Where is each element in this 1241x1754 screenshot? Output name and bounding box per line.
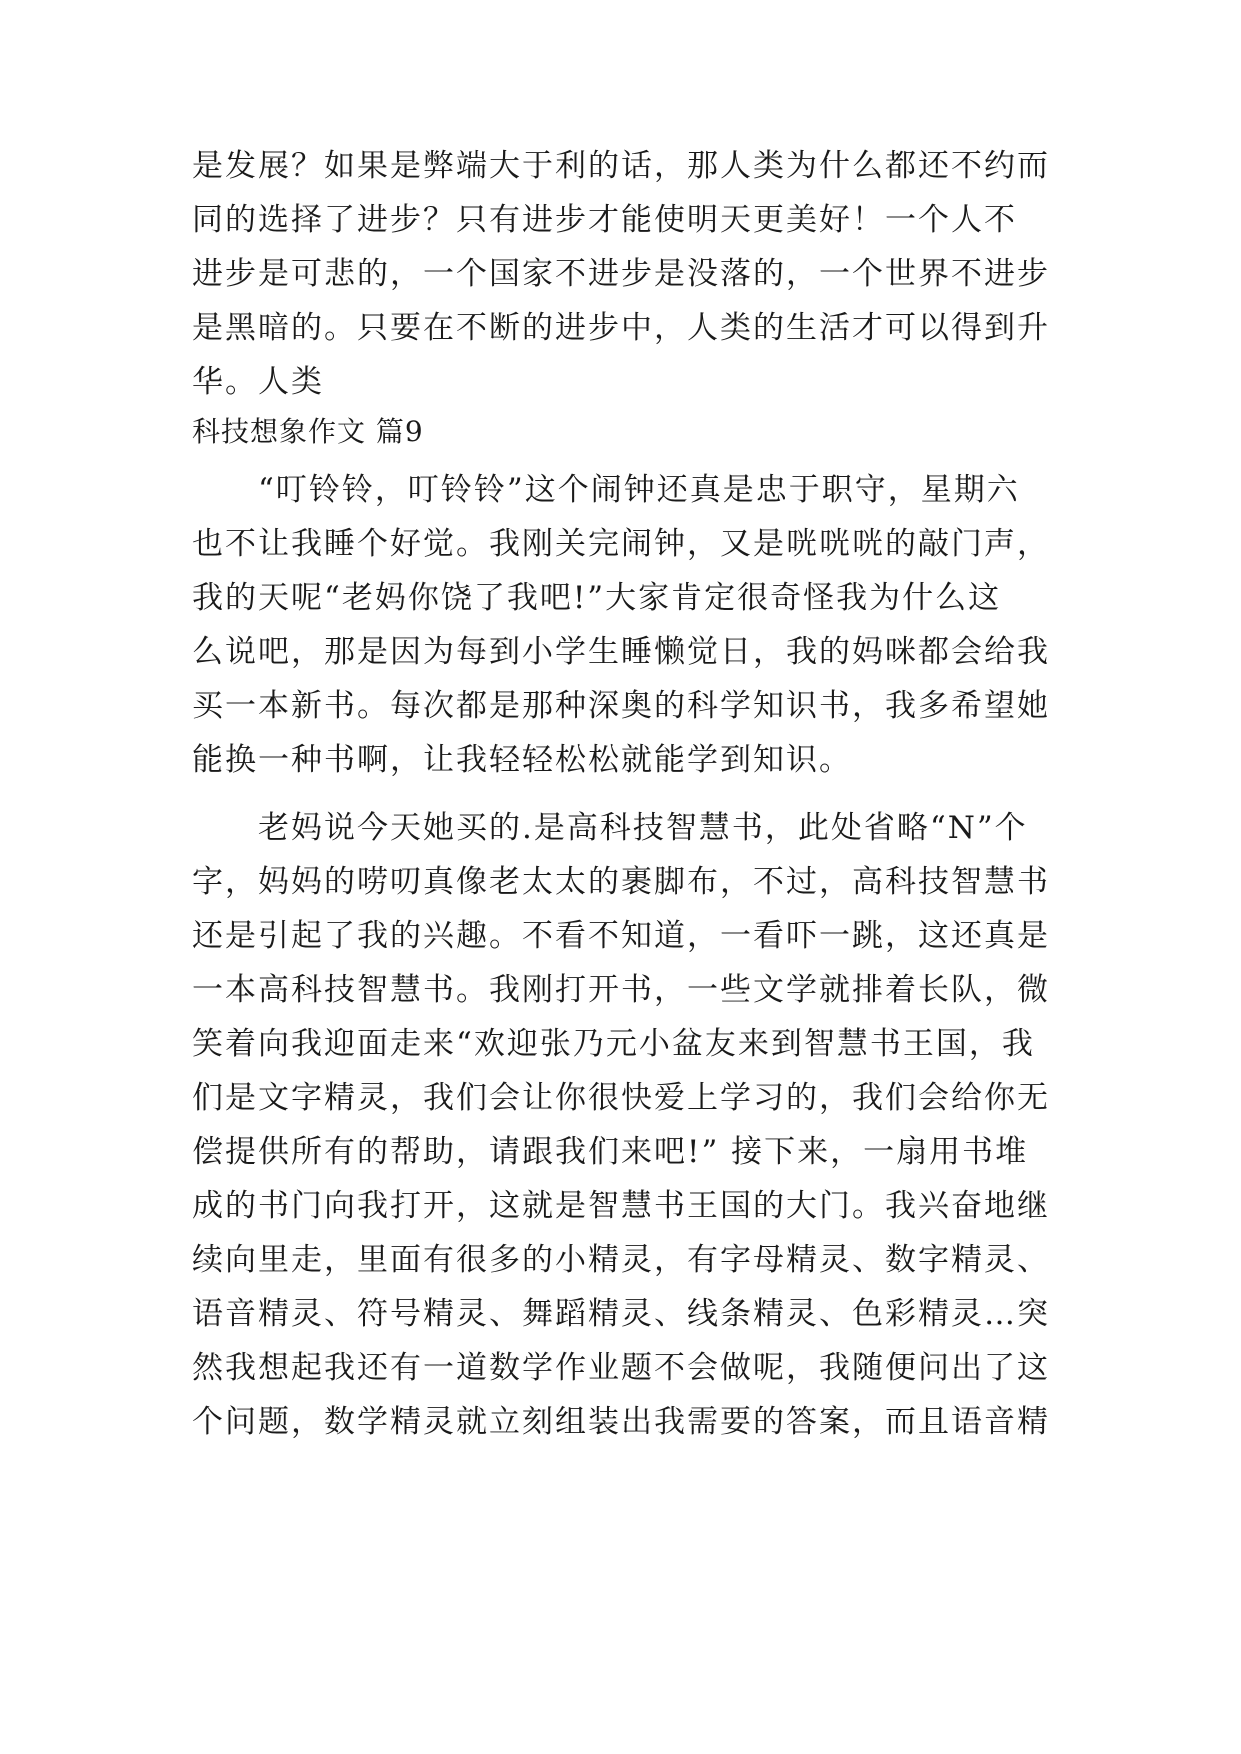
text-line: 还是引起了我的兴趣。不看不知道，一看吓一跳，这还真是 [192, 918, 1050, 954]
text-line: 买一本新书。每次都是那种深奥的科学知识书，我多希望她 [192, 688, 1050, 724]
text-line: 是发展？如果是弊端大于利的话，那人类为什么都还不约而 [192, 148, 1050, 184]
text-line: 么说吧，那是因为每到小学生睡懒觉日，我的妈咪都会给我 [192, 634, 1050, 670]
text-line: 成的书门向我打开，这就是智慧书王国的大门。我兴奋地继 [192, 1188, 1050, 1224]
text-line: 个问题，数学精灵就立刻组装出我需要的答案，而且语音精 [192, 1404, 1050, 1440]
text-line: 能换一种书啊，让我轻轻松松就能学到知识。 [192, 742, 852, 778]
text-line: 也不让我睡个好觉。我刚关完闹钟，又是咣咣咣的敲门声， [192, 526, 1050, 562]
text-line: 我的天呢“老妈你饶了我吧!”大家肯定很奇怪我为什么这 [192, 580, 1002, 616]
text-line: 老妈说今天她买的.是高科技智慧书，此处省略“N”个 [192, 810, 1028, 846]
text-line: 语音精灵、符号精灵、舞蹈精灵、线条精灵、色彩精灵…突 [192, 1296, 1050, 1332]
text-line: 华。人类 [192, 364, 324, 400]
text-line: 同的选择了进步？只有进步才能使明天更美好！一个人不 [192, 202, 1017, 238]
text-line: 字，妈妈的唠叨真像老太太的裹脚布，不过，高科技智慧书 [192, 864, 1050, 900]
text-line: “叮铃铃，叮铃铃”这个闹钟还真是忠于职守，星期六 [192, 472, 1020, 508]
text-line: 笑着向我迎面走来“欢迎张乃元小盆友来到智慧书王国，我 [192, 1026, 1035, 1062]
text-line: 续向里走，里面有很多的小精灵，有字母精灵、数字精灵、 [192, 1242, 1050, 1278]
text-line: 然我想起我还有一道数学作业题不会做呢，我随便问出了这 [192, 1350, 1050, 1386]
text-line: 们是文字精灵，我们会让你很快爱上学习的，我们会给你无 [192, 1080, 1050, 1116]
text-line: 进步是可悲的，一个国家不进步是没落的，一个世界不进步 [192, 256, 1050, 292]
section-heading: 科技想象作文 篇9 [192, 415, 424, 448]
text-line: 是黑暗的。只要在不断的进步中，人类的生活才可以得到升 [192, 310, 1050, 346]
text-line: 偿提供所有的帮助，请跟我们来吧!” 接下来，一扇用书堆 [192, 1134, 1029, 1170]
text-line: 一本高科技智慧书。我刚打开书，一些文学就排着长队，微 [192, 972, 1050, 1008]
